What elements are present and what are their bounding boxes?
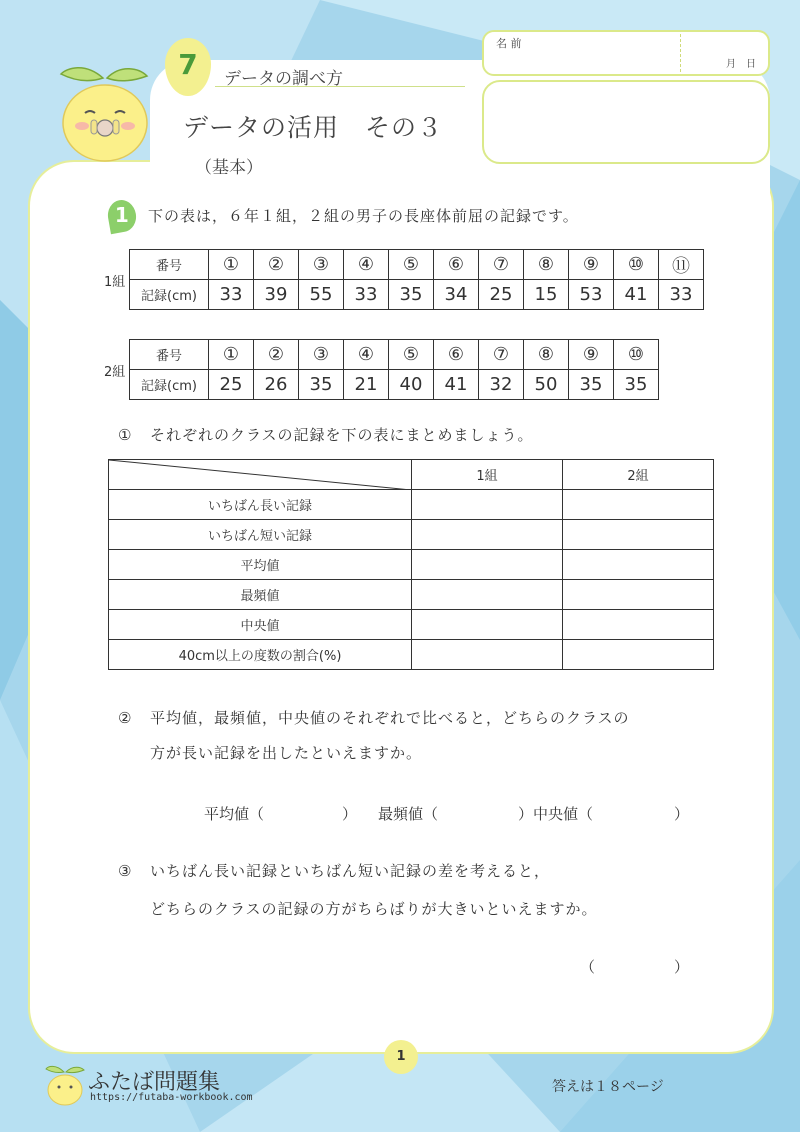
subquestion-2-line1: 平均値，最頻値，中央値のそれぞれで比べると，どちらのクラスの <box>150 709 630 727</box>
table-cell: ⑥ <box>434 250 479 280</box>
question-text: 下の表は，６年１組，２組の男子の長座体前屈の記録です。 <box>148 207 579 225</box>
table-cell: 33 <box>344 280 389 310</box>
answer-cell[interactable] <box>412 550 563 580</box>
question-number: 1 <box>114 203 129 228</box>
answer-mean-close: ） <box>342 805 358 823</box>
table-cell: 32 <box>479 370 524 400</box>
name-divider <box>680 34 681 72</box>
answer-mode-close-median-open: ）中央値（ <box>518 805 594 823</box>
table-cell: ② <box>254 250 299 280</box>
score-box[interactable] <box>482 80 770 164</box>
subquestion-1 <box>118 424 534 445</box>
table-row <box>130 370 659 400</box>
table-cell: ⑧ <box>524 250 569 280</box>
subquestion-3-line2: どちらのクラスの記録の方がちらばりが大きいといえますか。 <box>150 900 598 918</box>
table-cell: ⑩ <box>614 250 659 280</box>
answer-cell[interactable] <box>563 610 714 640</box>
unit-title-rule <box>215 86 465 87</box>
row-header: 40cm以上の度数の割合(%) <box>109 640 412 670</box>
table-cell: ⑨ <box>569 340 614 370</box>
subquestion-1-number: ① <box>118 426 133 444</box>
table-cell: 15 <box>524 280 569 310</box>
class2-label: 2組 <box>104 365 126 380</box>
row-header: 番号 <box>130 340 209 370</box>
table-cell: ⑦ <box>479 340 524 370</box>
table-cell: 34 <box>434 280 479 310</box>
answer-median-close: ） <box>674 805 690 823</box>
table-cell: ⑧ <box>524 340 569 370</box>
subquestion-2-line2: 方が長い記録を出したといえますか。 <box>150 744 423 762</box>
summary-table <box>108 459 714 670</box>
row-header: 平均値 <box>109 550 412 580</box>
unit-number: 7 <box>178 48 198 81</box>
table-cell: ③ <box>299 250 344 280</box>
table-row <box>109 550 714 580</box>
answer-mean-open: 平均値（ <box>204 805 265 823</box>
table-cell: 41 <box>614 280 659 310</box>
row-header: 中央値 <box>109 610 412 640</box>
row-header: 記録(cm) <box>130 370 209 400</box>
table-row <box>130 340 659 370</box>
table-cell: 40 <box>389 370 434 400</box>
answer-cell[interactable] <box>563 520 714 550</box>
table-cell: ⑪ <box>659 250 704 280</box>
answer-cell[interactable] <box>412 640 563 670</box>
name-field[interactable] <box>482 30 770 76</box>
table-cell: 41 <box>434 370 479 400</box>
subquestion-3 <box>118 860 550 881</box>
subquestion-3-number: ③ <box>118 862 133 880</box>
answer-3-open: （ <box>580 958 596 976</box>
table-row <box>130 280 704 310</box>
table-cell: ⑨ <box>569 250 614 280</box>
table-row <box>130 250 704 280</box>
page-number: 1 <box>384 1040 418 1074</box>
answer-cell[interactable] <box>563 550 714 580</box>
table-row <box>109 520 714 550</box>
brand-name: ふたば問題集 <box>88 1070 221 1095</box>
row-header: 記録(cm) <box>130 280 209 310</box>
answer-mode-open: 最頻値（ <box>378 805 439 823</box>
table-cell: 26 <box>254 370 299 400</box>
lesson-title: データの活用 その３ <box>183 113 444 142</box>
table-row <box>109 460 714 490</box>
date-label: 月 日 <box>726 59 756 70</box>
lesson-level: （基本） <box>195 158 263 178</box>
table-cell: 25 <box>209 370 254 400</box>
row-header: 番号 <box>130 250 209 280</box>
class1-records-table <box>129 249 704 310</box>
table-cell: ④ <box>344 250 389 280</box>
table-cell: ⑤ <box>389 250 434 280</box>
table-cell: ⑦ <box>479 250 524 280</box>
answer-reference: 答えは１８ページ <box>552 1079 664 1095</box>
table-cell: 53 <box>569 280 614 310</box>
answer-cell[interactable] <box>563 580 714 610</box>
table-row <box>109 610 714 640</box>
table-cell: 55 <box>299 280 344 310</box>
table-cell: 21 <box>344 370 389 400</box>
table-cell: 25 <box>479 280 524 310</box>
row-header: いちばん長い記録 <box>109 490 412 520</box>
subquestion-2 <box>118 707 630 728</box>
answer-cell[interactable] <box>412 490 563 520</box>
table-cell: 39 <box>254 280 299 310</box>
answer-cell[interactable] <box>563 490 714 520</box>
row-header: 最頻値 <box>109 580 412 610</box>
answer-cell[interactable] <box>412 610 563 640</box>
answer-cell[interactable] <box>412 520 563 550</box>
table-row <box>109 580 714 610</box>
table-cell: 33 <box>659 280 704 310</box>
class1-label: 1組 <box>104 275 126 290</box>
column-header: 1組 <box>412 460 563 490</box>
brand-url[interactable]: https://futaba-workbook.com <box>90 1092 253 1103</box>
class2-records-table <box>129 339 659 400</box>
subquestion-2-number: ② <box>118 709 133 727</box>
name-label: 名 前 <box>496 37 522 50</box>
table-cell: ⑤ <box>389 340 434 370</box>
table-cell: 35 <box>389 280 434 310</box>
diagonal-header-cell <box>109 460 412 490</box>
answer-3-close: ） <box>674 958 690 976</box>
table-cell: ⑩ <box>614 340 659 370</box>
table-cell: ② <box>254 340 299 370</box>
table-cell: 50 <box>524 370 569 400</box>
table-cell: ⑥ <box>434 340 479 370</box>
brand-mascot-icon <box>44 1062 86 1106</box>
subquestion-1-text: それぞれのクラスの記録を下の表にまとめましょう。 <box>150 426 534 444</box>
table-cell: ① <box>209 340 254 370</box>
row-header: いちばん短い記録 <box>109 520 412 550</box>
mascot-icon <box>55 58 155 163</box>
table-cell: ① <box>209 250 254 280</box>
table-row <box>109 490 714 520</box>
table-cell: 35 <box>614 370 659 400</box>
table-cell: ④ <box>344 340 389 370</box>
table-cell: 33 <box>209 280 254 310</box>
table-cell: 35 <box>569 370 614 400</box>
table-row <box>109 640 714 670</box>
answer-cell[interactable] <box>563 640 714 670</box>
table-cell: 35 <box>299 370 344 400</box>
subquestion-3-line1: いちばん長い記録といちばん短い記録の差を考えると， <box>150 862 551 880</box>
answer-cell[interactable] <box>412 580 563 610</box>
unit-title: データの調べ方 <box>224 69 343 89</box>
table-cell: ③ <box>299 340 344 370</box>
column-header: 2組 <box>563 460 714 490</box>
